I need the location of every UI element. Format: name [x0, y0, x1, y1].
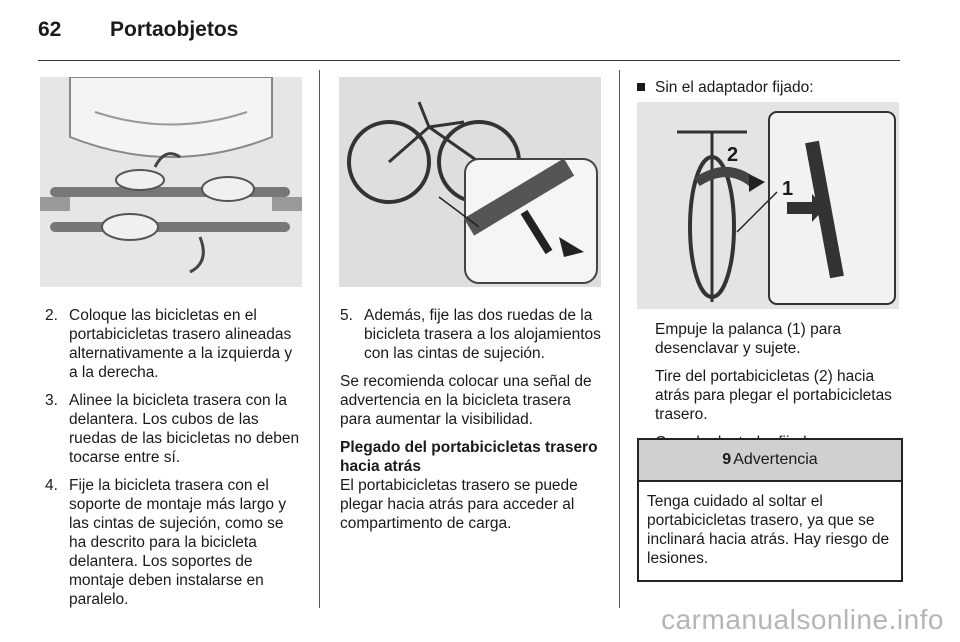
- bullet-item: [637, 78, 899, 97]
- list-item-text: Fije la bicicleta trasera con el soporte de montaje más largo y las cintas de sujeción, como se ha descrito para la bicicleta delantera. Los soportes de montaje deben instalarse en paralelo.: [69, 477, 287, 608]
- figure-strap-detail: [339, 77, 601, 287]
- paragraph: El portabicicletas trasero se puede plegar hacia atrás para acceder al compartimento de carga.: [340, 477, 578, 532]
- list-item-text: Coloque las bicicletas en el portabicicletas trasero alineadas alternativamente a la izquierda y a la derecha.: [69, 307, 293, 381]
- figure-callout-1: 1: [782, 178, 794, 200]
- paragraph: Empuje la palanca (1) para desenclavar y sujete.: [655, 321, 842, 357]
- figure-bike-carrier-top-view: [40, 77, 302, 287]
- warning-title: Advertencia: [733, 451, 818, 468]
- section-heading: Plegado del portabicicletas trasero hacia atrás: [340, 439, 598, 475]
- list-item-number: 2.: [45, 307, 58, 324]
- bullet-marker: [637, 83, 645, 91]
- header-rule: [38, 60, 900, 61]
- page-header: [38, 18, 238, 42]
- paragraph: Se recomienda colocar una señal de advertencia en la bicicleta trasera para aumentar la visibilidad.: [340, 373, 592, 428]
- list-item-number: 5.: [340, 307, 353, 324]
- column-divider-2: [619, 70, 620, 608]
- figure-folding-lever: [637, 102, 899, 309]
- list-item-number: 4.: [45, 477, 58, 494]
- folding-lever-illustration: [637, 102, 899, 309]
- bike-carrier-illustration: [40, 77, 302, 287]
- list-item-text: Alinee la bicicleta trasera con la delantera. Los cubos de las ruedas de las bicicletas no deben tocarse entre sí.: [69, 392, 300, 466]
- column-2: [340, 306, 602, 542]
- strap-detail-illustration: [339, 77, 601, 287]
- column-divider-1: [319, 70, 320, 608]
- warning-text: Tenga cuidado al soltar el portabicicletas trasero, ya que se inclinará hacia atrás. Hay riesgo de lesiones.: [647, 493, 890, 567]
- page-number: 62: [38, 18, 62, 41]
- column-1: [45, 306, 305, 618]
- paragraph: Tire del portabicicletas (2) hacia atrás para plegar el portabicicletas trasero.: [655, 368, 892, 423]
- figure-callout-2: 2: [727, 144, 739, 166]
- list-item: [45, 391, 305, 467]
- warning-header: [639, 440, 901, 482]
- warning-box: [637, 438, 903, 582]
- list-item-text: Además, fije las dos ruedas de la bicicleta trasera a los alojamientos con las cintas de sujeción.: [364, 307, 601, 362]
- watermark: carmanualsonline.info: [661, 604, 944, 635]
- list-item-number: 3.: [45, 392, 58, 409]
- list-item: [45, 476, 305, 609]
- bullet-text: Sin el adaptador fijado:: [655, 79, 814, 96]
- page-title: Portaobjetos: [110, 18, 239, 41]
- list-item: [45, 306, 305, 382]
- warning-icon: 9: [722, 451, 732, 468]
- list-item: [340, 306, 602, 363]
- column-3-bullet-1: [637, 78, 899, 106]
